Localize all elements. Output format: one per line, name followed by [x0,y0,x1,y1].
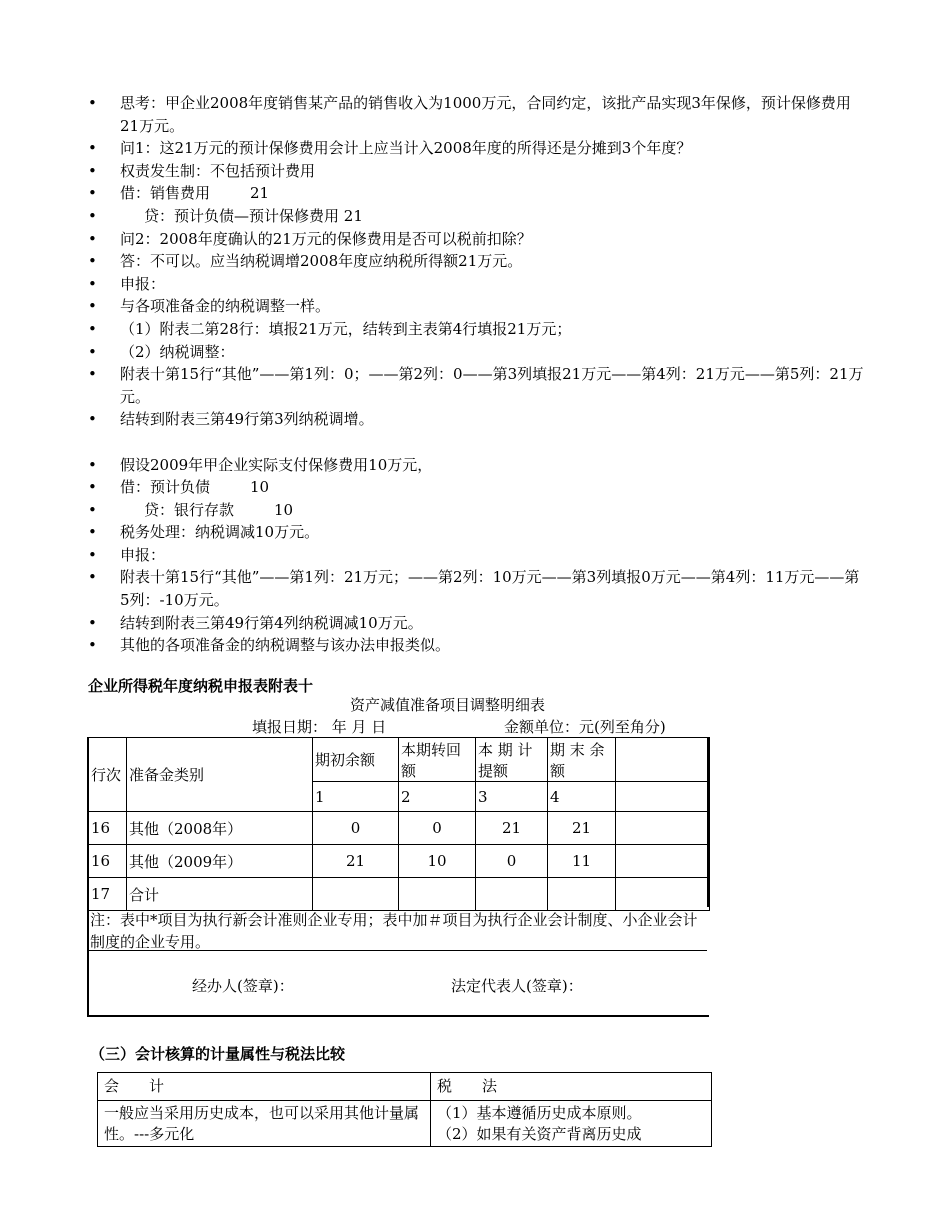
bullet-text: 附表十第15行“其他”——第1列：21万元；——第2列：10万元——第3列填报0万元——第4列：11万元——第5列：-10万元。 [120,568,860,610]
cell-reversal: 0 [399,812,476,845]
cell-closing: 21 [548,812,616,845]
bullet-dot: • [88,229,97,248]
bullet-dot: • [88,252,97,271]
journal-debit-amount: 21 [250,184,270,203]
bullet-text: 结转到附表三第49行第4列纳税调减10万元。 [120,613,423,632]
bullet-dot: • [88,455,97,474]
bullet-dot: • [88,365,97,384]
bullet-text: 问2：2008年度确认的21万元的保修费用是否可以税前扣除？ [120,229,532,248]
bullet-dot: • [88,410,97,429]
list-item [88,454,868,477]
header-row-no: 行次 [89,738,127,812]
list-item [88,92,868,137]
comparison-header-row [98,1073,712,1101]
bullet-text: 问1：这21万元的预计保修费用会计上应当计入2008年度的所得还是分摊到3个年度？ [120,139,692,158]
row-name: 合计 [127,878,313,911]
frame-bottom-border [87,1015,709,1017]
list-item [88,295,868,318]
bullet-text: 其他的各项准备金的纳税调整与该办法申报类似。 [120,636,451,655]
accounting-cell: 一般应当采用历史成本，也可以采用其他计量属性。---多元化 [98,1101,431,1147]
cell-reversal [399,878,476,911]
bullet-text: 申报： [120,274,166,293]
form-date-line: 填报日期： 年 月 日 [252,718,387,736]
list-item [88,408,868,431]
table-row [89,812,710,845]
tax-line: （1）基本遵循历史成本原则。 [437,1104,642,1122]
list-item [88,634,868,657]
table-row [89,878,710,911]
header-tax: 税 法 [431,1073,712,1101]
bullet-text: 税务处理：纳税调减10万元。 [120,523,320,542]
list-item [88,160,868,183]
bullet-list [88,92,868,657]
bullet-dot: • [88,523,97,542]
bullet-text: 与各项准备金的纳税调整一样。 [120,297,331,316]
cell-reversal: 10 [399,845,476,878]
cell-opening: 21 [313,845,399,878]
bullet-text: 权责发生制：不包括预计费用 [120,161,316,180]
list-item [88,250,868,273]
bullet-dot: • [88,274,97,293]
form-title: 资产减值准备项目调整明细表 [350,696,546,714]
list-item [88,273,868,296]
list-item [88,228,868,251]
bullet-text: 答：不可以。应当纳税调增2008年度应纳税所得额21万元。 [120,252,523,271]
bullet-dot: • [88,206,97,225]
bullet-text: （1）附表二第28行：填报21万元，结转到主表第4行填报21万元； [120,319,572,338]
list-item [88,544,868,567]
list-item [88,499,868,522]
cell-blank [616,845,710,878]
bullet-dot: • [88,297,97,316]
journal-debit: 借：销售费用 [120,184,211,203]
list-item [88,566,868,611]
col-number: 2 [399,782,476,812]
row-name: 其他（2008年） [127,812,313,845]
bullet-dot: • [88,319,97,338]
list-item [88,182,868,205]
handler-signature: 经办人(签章)： [192,977,294,995]
bullet-text: 假设2009年甲企业实际支付保修费用10万元， [120,455,433,474]
cell-blank [616,812,710,845]
header-category: 准备金类别 [127,738,313,812]
bullet-dot: • [88,94,97,112]
cell-closing [548,878,616,911]
bullet-text: 申报： [120,545,166,564]
row-no: 17 [89,878,127,911]
cell-opening [313,878,399,911]
bullet-dot: • [88,342,97,361]
bullet-text: 结转到附表三第49行第3列纳税调增。 [120,410,374,429]
col-number-blank [616,782,710,812]
bullet-dot: • [88,545,97,564]
bullet-text: （2）纳税调整： [120,342,235,361]
form-note: 注：表中*项目为执行新会计准则企业专用；表中加＃项目为执行企业会计制度、小企业会计制度的企业专用。 [90,911,698,951]
col-number: 4 [548,782,616,812]
list-item [88,476,868,499]
header-opening: 期初余额 [313,738,399,782]
bullet-dot: • [88,613,97,632]
table-header-row [89,738,710,782]
header-accounting: 会 计 [98,1073,431,1101]
legal-rep-signature: 法定代表人(签章)： [451,977,583,995]
blank-line [88,431,868,454]
journal-credit: 贷：预计负债—预计保修费用 21 [144,206,363,225]
header-reversal: 本期转回额 [399,738,476,782]
tax-line: （2）如果有关资产背离历史成 [437,1125,642,1143]
form-heading: 企业所得税年度纳税申报表附表十 [88,677,314,695]
tax-cell [431,1101,712,1147]
bullet-dot: • [88,636,97,655]
bullet-text: 附表十第15行“其他”——第1列：0；——第2列：0——第3列填报21万元——第4列：21万元——第5列：21万元。 [120,365,864,406]
header-blank [616,738,710,782]
journal-debit-amount: 10 [250,478,270,497]
col-number: 1 [313,782,399,812]
list-item [88,137,868,160]
bullet-dot: • [88,184,97,203]
bullet-dot: • [88,139,97,158]
bullet-dot: • [88,568,97,587]
adjustment-table [88,737,710,911]
cell-closing: 11 [548,845,616,878]
list-item [88,341,868,364]
bullet-dot: • [88,161,97,180]
comparison-row [98,1101,712,1147]
row-no: 16 [89,812,127,845]
cell-provision: 21 [476,812,548,845]
journal-debit: 借：预计负债 [120,478,211,497]
list-item [88,521,868,544]
cell-blank [616,878,710,911]
bullet-dot: • [88,500,97,519]
journal-credit: 贷：银行存款 [144,500,235,519]
journal-credit-amount: 10 [274,500,294,519]
cell-opening: 0 [313,812,399,845]
table-row [89,845,710,878]
col-number: 3 [476,782,548,812]
section-heading: （三）会计核算的计量属性与税法比较 [90,1045,346,1063]
header-provision: 本 期 计提额 [476,738,548,782]
list-item [88,205,868,228]
comparison-table [97,1072,712,1147]
header-closing: 期 末 余额 [548,738,616,782]
bullet-dot: • [88,478,97,497]
list-item [88,318,868,341]
cell-provision: 0 [476,845,548,878]
row-name: 其他（2009年） [127,845,313,878]
row-no: 16 [89,845,127,878]
form-unit-line: 金额单位：元(列至角分) [504,718,666,736]
bullet-text: 思考：甲企业2008年度销售某产品的销售收入为1000万元，合同约定，该批产品实现3年保修，预计保修费用21万元。 [120,94,851,135]
list-item [88,612,868,635]
list-item [88,363,868,408]
cell-provision [476,878,548,911]
